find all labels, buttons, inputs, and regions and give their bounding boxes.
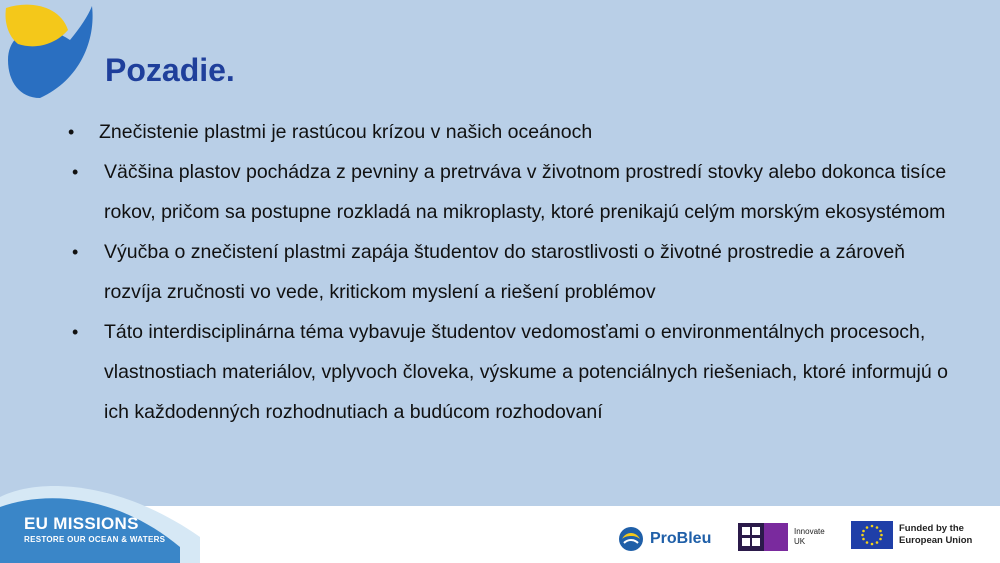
ukri-mark-icon	[738, 523, 788, 551]
probleu-logo	[616, 525, 711, 553]
bullet-item	[68, 232, 948, 312]
innovate-uk-logo	[738, 523, 834, 551]
eu-funding-logo	[851, 521, 994, 549]
bullet-text: Znečistenie plastmi je rastúcou krízou v našich oceánoch	[99, 121, 593, 143]
probleu-label: ProBleu	[650, 530, 712, 547]
bullet-item	[68, 152, 948, 232]
funded-by-label: Funded by the European Union	[899, 523, 973, 546]
bullet-item	[68, 312, 948, 432]
eu-flag-icon	[851, 521, 893, 549]
probleu-wave-logo-icon	[0, 0, 100, 100]
bullet-item	[68, 112, 948, 152]
eu-missions-title: EU MISSIONS	[24, 514, 139, 533]
bullet-dot: •	[72, 322, 79, 342]
bullet-text: Väčšina plastov pochádza z pevniny a pretrváva v životnom prostredí stovky alebo dokonca tisíce rokov, pričom sa postupne rozkladá na mikroplasty, ktoré prenikajú celým morským ekosystémom	[104, 161, 947, 223]
bullet-dot: •	[72, 162, 79, 182]
bullet-list	[68, 112, 948, 432]
innovate-uk-label: Innovate UK	[794, 527, 825, 546]
slide-title: Pozadie.	[105, 52, 235, 88]
bullet-dot: •	[72, 242, 79, 262]
eu-missions-subtitle: RESTORE OUR OCEAN & WATERS	[24, 535, 166, 544]
bullet-text: Táto interdisciplinárna téma vybavuje študentov vedomosťami o environmentálnych procesoch, vlastnostiach materiálov, vplyvoch človeka, výskume a potenciálnych riešeniach, ktoré informujú o ich každodenných rozhodnutiach a budúcom rozhodovaní	[104, 321, 948, 423]
eu-missions-logo	[24, 514, 165, 544]
bullet-dot: •	[68, 122, 75, 142]
probleu-mark-icon	[616, 525, 646, 553]
bullet-text: Výučba o znečistení plastmi zapája študentov do starostlivosti o životné prostredie a zároveň rozvíja zručnosti vo vede, kritickom myslení a riešení problémov	[104, 241, 906, 303]
